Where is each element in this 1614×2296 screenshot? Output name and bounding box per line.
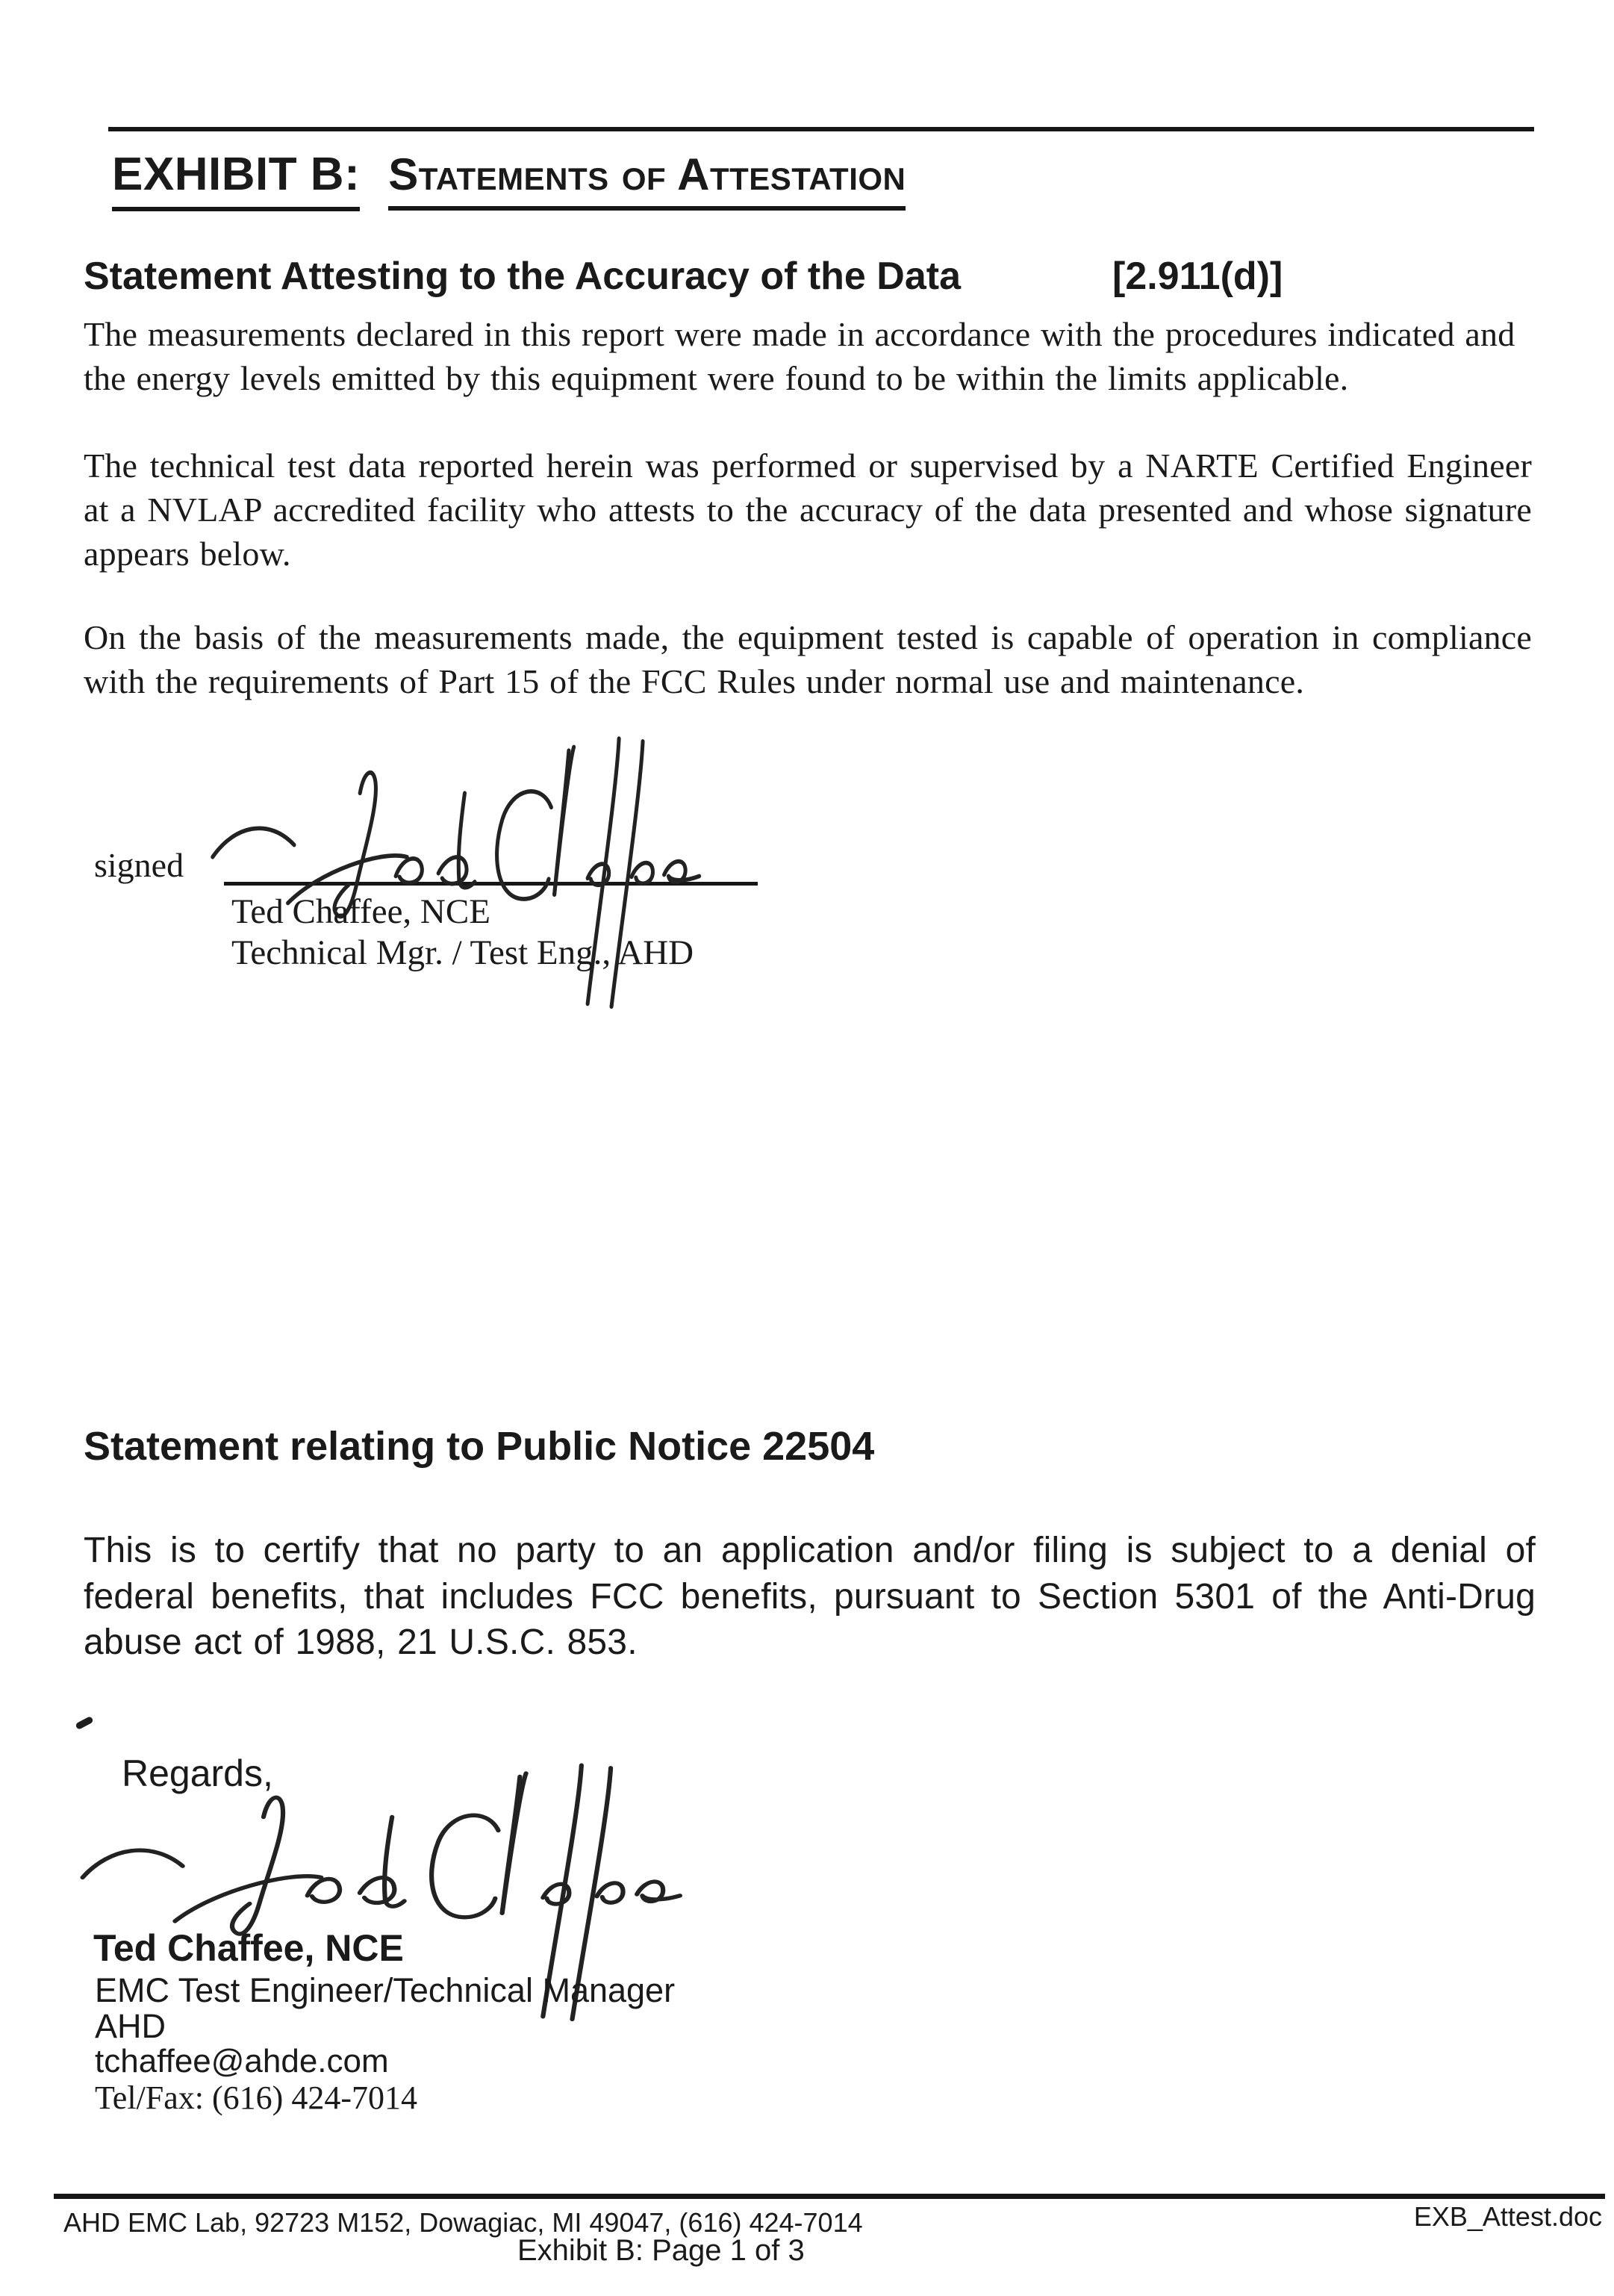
footer-lab-address: AHD EMC Lab, 92723 M152, Dowagiac, MI 49047, (616) 424-7014	[63, 2207, 863, 2238]
attestation-title: Statement Attesting to the Accuracy of the Data	[84, 255, 962, 298]
public-notice-paragraph: This is to certify that no party to an application and/or filing is subject to a denial of federal benefits, that includes FCC benefits, pursuant to Section 5301 of the Anti-Drug abuse act of 1988, 21 U.S.C. 853.	[84, 1531, 1536, 1662]
public-notice-signer-title: EMC Test Engineer/Technical Manager	[95, 1971, 676, 2009]
exhibit-heading	[112, 148, 906, 201]
ink-speck	[75, 1716, 93, 1730]
attestation-signer-name: Ted Chaffee, NCE	[231, 892, 490, 931]
exhibit-label: EXHIBIT B:	[112, 149, 360, 211]
public-notice-signer-phone: Tel/Fax: (616) 424-7014	[95, 2079, 417, 2116]
attestation-rule-reference: [2.911(d)]	[1112, 255, 1283, 298]
top-horizontal-rule	[108, 127, 1534, 131]
public-notice-title: Statement relating to Public Notice 22504	[84, 1424, 875, 1469]
footer-page-number: Exhibit B: Page 1 of 3	[517, 2234, 805, 2267]
public-notice-signer-email: tchaffee@ahde.com	[95, 2043, 389, 2079]
attestation-signer-title: Technical Mgr. / Test Eng., AHD	[231, 933, 694, 972]
public-notice-signer-org: AHD	[95, 2007, 166, 2045]
signed-label: signed	[94, 846, 184, 884]
closing-regards: Regards,	[122, 1752, 273, 1794]
footer-filename: EXB_Attest.doc	[1413, 2201, 1602, 2232]
attestation-paragraph-2: The technical test data reported herein was performed or supervised by a NARTE Certified Engineer at a NVLAP accredited facility who attests to the accuracy of the data presented and whose signature appears below.	[84, 447, 1532, 573]
public-notice-signer-name: Ted Chaffee, NCE	[93, 1927, 404, 1969]
footer-horizontal-rule	[54, 2194, 1605, 2199]
attestation-paragraph-1: The measurements declared in this report were made in accordance with the procedures indicated and the energy levels emitted by this equipment were found to be within the limits applicable.	[84, 315, 1515, 397]
attestation-paragraph-3: On the basis of the measurements made, the equipment tested is capable of operation in compliance with the requirements of Part 15 of the FCC Rules under normal use and maintenance.	[84, 618, 1532, 700]
exhibit-title: Statements of Attestation	[388, 149, 906, 211]
